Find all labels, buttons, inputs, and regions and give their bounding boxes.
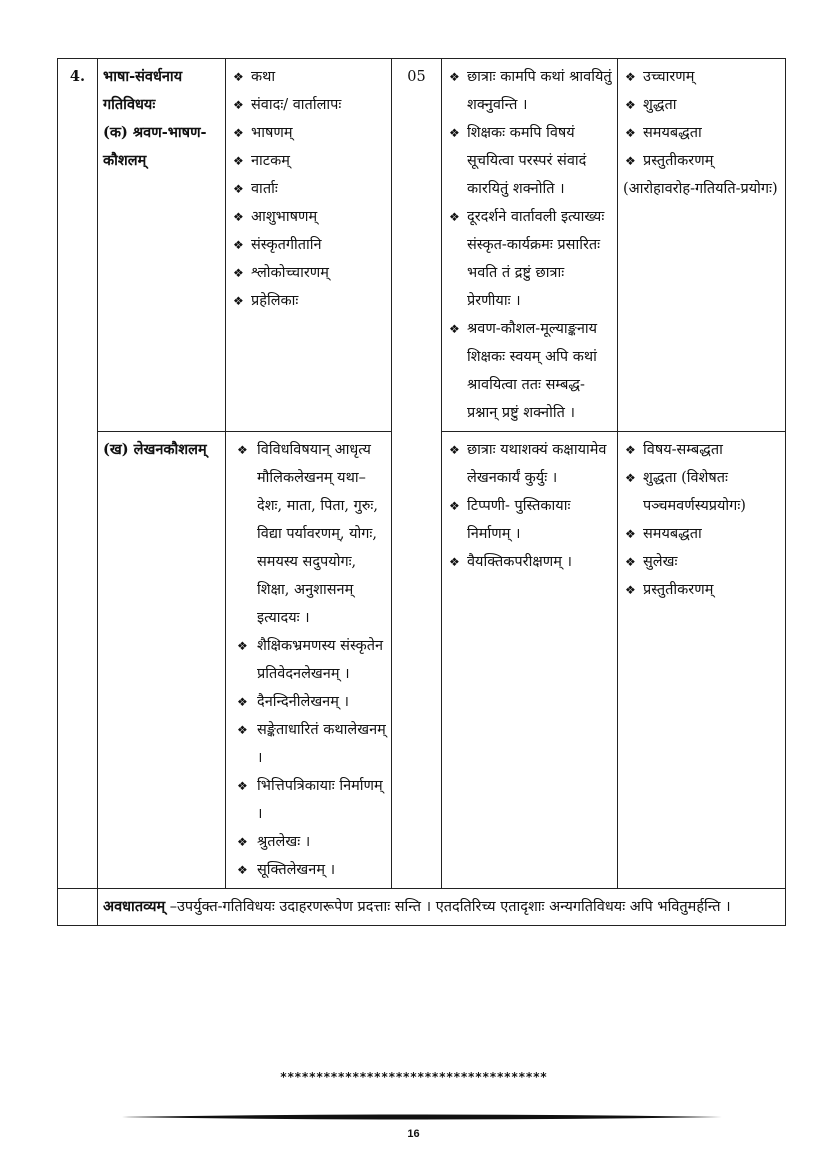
- list-item: ❖ समयबद्धता: [623, 119, 780, 147]
- list-item: ❖ छात्राः यथाशक्यं कक्षायामेव लेखनकार्यं कुर्युः ।: [447, 436, 612, 492]
- syllabus-table: [57, 58, 786, 926]
- note-empty-cell: [58, 889, 98, 926]
- list-item: ❖ श्रवण-कौशल-मूल्याङ्कनाय शिक्षकः स्वयम् अपि कथां श्रावयित्वा ततः सम्बद्ध-प्रश्नान् प्रष्टुं शक्नोति ।: [447, 315, 612, 427]
- list-item: ❖ संस्कृतगीतानि: [231, 231, 386, 259]
- section-b-criteria: [618, 432, 786, 889]
- table-row: [58, 59, 786, 432]
- section-b-activities: [226, 432, 392, 889]
- list-item: ❖ सङ्केताधारितं कथालेखनम् ।: [231, 716, 386, 772]
- list-item: ❖ भित्तिपत्रिकायाः निर्माणम् ।: [231, 772, 386, 828]
- list-item: ❖ विविधविषयान् आधृत्य मौलिकलेखनम् यथा– देशः, माता, पिता, गुरुः, विद्या पर्यावरणम्, योगः, समयस्य सदुपयोगः, शिक्षा, अनुशासनम् इत्यादयः ।: [231, 436, 386, 632]
- list-item: ❖ शुद्धता (विशेषतः पञ्चमवर्णस्यप्रयोगः): [623, 464, 780, 520]
- section-a-methods: [442, 59, 618, 432]
- list-item: ❖ शुद्धता: [623, 91, 780, 119]
- criteria-note: (आरोहावरोह-गतियति-प्रयोगः): [623, 181, 778, 197]
- list-item: ❖ नाटकम्: [231, 147, 386, 175]
- list-item: ❖ प्रस्तुतीकरणम्: [623, 576, 780, 604]
- list-item: ❖ कथा: [231, 63, 386, 91]
- list-item: ❖ श्लोकोच्चारणम्: [231, 259, 386, 287]
- list-item: ❖ समयबद्धता: [623, 520, 780, 548]
- list-item: ❖ वार्ताः: [231, 175, 386, 203]
- list-item: ❖ सुलेखः: [623, 548, 780, 576]
- section-a-label: (क) श्रवण-भाषण-कौशलम्: [103, 124, 207, 169]
- list-item: ❖ प्रस्तुतीकरणम्: [623, 147, 780, 175]
- list-item: ❖ श्रुतलेखः ।: [231, 828, 386, 856]
- section-a-criteria: [618, 59, 786, 432]
- list-item: ❖ वैयक्तिकपरीक्षणम् ।: [447, 548, 612, 576]
- topic-title: भाषा-संवर्धनाय गतिविधयः: [103, 68, 183, 113]
- section-b-title: (ख) लेखनकौशलम्: [98, 432, 226, 889]
- list-item: ❖ विषय-सम्बद्धता: [623, 436, 780, 464]
- list-item: ❖ शैक्षिकभ्रमणस्य संस्कृतेन प्रतिवेदनलेखनम् ।: [231, 632, 386, 688]
- table-row: [58, 889, 786, 926]
- list-item: ❖ दैनन्दिनीलेखनम् ।: [231, 688, 386, 716]
- list-item: ❖ उच्चारणम्: [623, 63, 780, 91]
- note-label: अवधातव्यम्: [103, 898, 166, 915]
- list-item: ❖ छात्राः कामपि कथां श्रावयितुं शक्नुवन्ति ।: [447, 63, 612, 119]
- section-a-title: [98, 59, 226, 432]
- list-item: ❖ प्रहेलिकाः: [231, 287, 386, 315]
- page-number: 16: [407, 1128, 420, 1140]
- note-cell: [98, 889, 786, 926]
- list-item: ❖ शिक्षकः कमपि विषयं सूचयित्वा परस्परं संवादं कारयितुं शक्नोति ।: [447, 119, 612, 203]
- section-a-activities: [226, 59, 392, 432]
- list-item: ❖ भाषणम्: [231, 119, 386, 147]
- serial-number: 4.: [58, 59, 98, 889]
- list-item: ❖ संवादः/ वार्तालापः: [231, 91, 386, 119]
- section-b-methods: [442, 432, 618, 889]
- separator-stars: *************************************: [279, 1070, 548, 1084]
- list-item: ❖ टिप्पणी- पुस्तिकायाः निर्माणम् ।: [447, 492, 612, 548]
- note-text: –उपर्युक्त-गतिविधयः उदाहरणरूपेण प्रदत्ताः सन्ति । एतदतिरिच्य एतादृशाः अन्यगतिविधयः अपि भवितुमर्हन्ति ।: [165, 899, 731, 915]
- periods-cell: 05: [392, 59, 442, 889]
- list-item: ❖ दूरदर्शने वार्तावली इत्याख्यः संस्कृत-कार्यक्रमः प्रसारितः भवति तं द्रष्टुं छात्राः प्रेरणीयाः ।: [447, 203, 612, 315]
- footer-divider: [122, 1113, 722, 1121]
- list-item: ❖ आशुभाषणम्: [231, 203, 386, 231]
- list-item: ❖ सूक्तिलेखनम् ।: [231, 856, 386, 884]
